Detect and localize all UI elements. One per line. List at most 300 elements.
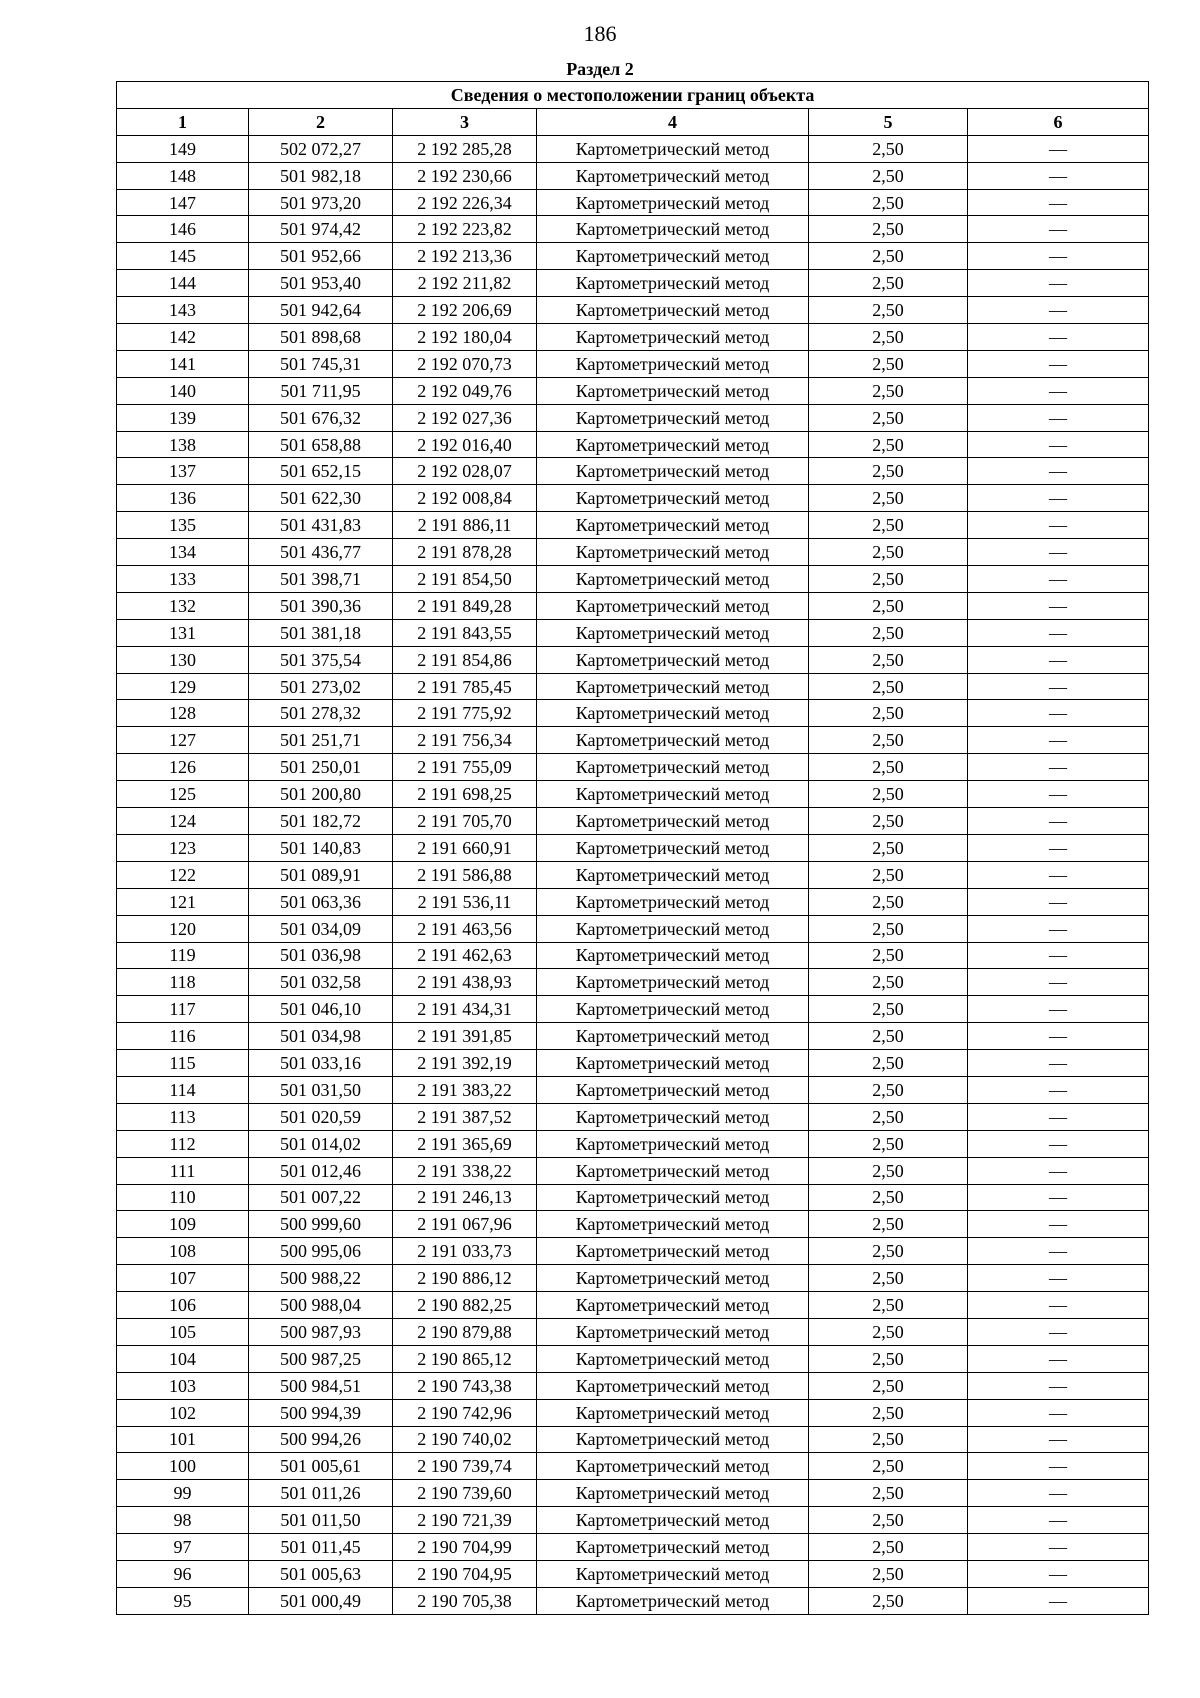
accuracy-cell: 2,50 <box>809 350 968 377</box>
table-row <box>117 458 1149 485</box>
y-coordinate-cell: 2 191 338,22 <box>393 1157 537 1184</box>
description-cell: — <box>968 1265 1149 1292</box>
point-number-cell: 139 <box>117 404 249 431</box>
y-coordinate-cell: 2 192 211,82 <box>393 270 537 297</box>
table-row <box>117 243 1149 270</box>
point-number-cell: 142 <box>117 324 249 351</box>
y-coordinate-cell: 2 191 854,50 <box>393 566 537 593</box>
table-row <box>117 1399 1149 1426</box>
table-row <box>117 1318 1149 1345</box>
y-coordinate-cell: 2 191 434,31 <box>393 996 537 1023</box>
table-row <box>117 969 1149 996</box>
method-cell: Картометрический метод <box>537 1480 809 1507</box>
method-cell: Картометрический метод <box>537 1130 809 1157</box>
column-header-5: 5 <box>809 108 968 135</box>
description-cell: — <box>968 727 1149 754</box>
method-cell: Картометрический метод <box>537 1426 809 1453</box>
description-cell: — <box>968 996 1149 1023</box>
point-number-cell: 129 <box>117 673 249 700</box>
point-number-cell: 97 <box>117 1534 249 1561</box>
point-number-cell: 116 <box>117 1023 249 1050</box>
accuracy-cell: 2,50 <box>809 1130 968 1157</box>
point-number-cell: 130 <box>117 646 249 673</box>
method-cell: Картометрический метод <box>537 1184 809 1211</box>
x-coordinate-cell: 500 999,60 <box>249 1211 393 1238</box>
description-cell: — <box>968 324 1149 351</box>
point-number-cell: 126 <box>117 754 249 781</box>
description-cell: — <box>968 270 1149 297</box>
description-cell: — <box>968 404 1149 431</box>
description-cell: — <box>968 1211 1149 1238</box>
method-cell: Картометрический метод <box>537 1265 809 1292</box>
x-coordinate-cell: 501 436,77 <box>249 539 393 566</box>
method-cell: Картометрический метод <box>537 512 809 539</box>
column-header-2: 2 <box>249 108 393 135</box>
table-row <box>117 1345 1149 1372</box>
method-cell: Картометрический метод <box>537 727 809 754</box>
x-coordinate-cell: 500 994,26 <box>249 1426 393 1453</box>
table-row <box>117 270 1149 297</box>
section-title: Раздел 2 <box>566 59 634 79</box>
point-number-cell: 123 <box>117 834 249 861</box>
accuracy-cell: 2,50 <box>809 1345 968 1372</box>
y-coordinate-cell: 2 190 740,02 <box>393 1426 537 1453</box>
point-number-cell: 143 <box>117 297 249 324</box>
y-coordinate-cell: 2 191 033,73 <box>393 1238 537 1265</box>
description-cell: — <box>968 592 1149 619</box>
x-coordinate-cell: 501 375,54 <box>249 646 393 673</box>
accuracy-cell: 2,50 <box>809 834 968 861</box>
accuracy-cell: 2,50 <box>809 888 968 915</box>
y-coordinate-cell: 2 190 743,38 <box>393 1372 537 1399</box>
table-row <box>117 1130 1149 1157</box>
method-cell: Картометрический метод <box>537 485 809 512</box>
method-cell: Картометрический метод <box>537 1399 809 1426</box>
method-cell: Картометрический метод <box>537 969 809 996</box>
method-cell: Картометрический метод <box>537 888 809 915</box>
x-coordinate-cell: 501 711,95 <box>249 377 393 404</box>
table-row <box>117 754 1149 781</box>
description-cell: — <box>968 1238 1149 1265</box>
accuracy-cell: 2,50 <box>809 1587 968 1614</box>
x-coordinate-cell: 501 020,59 <box>249 1103 393 1130</box>
x-coordinate-cell: 501 658,88 <box>249 431 393 458</box>
accuracy-cell: 2,50 <box>809 1292 968 1319</box>
description-cell: — <box>968 485 1149 512</box>
description-cell: — <box>968 646 1149 673</box>
description-cell: — <box>968 1184 1149 1211</box>
table-row <box>117 1372 1149 1399</box>
x-coordinate-cell: 501 012,46 <box>249 1157 393 1184</box>
accuracy-cell: 2,50 <box>809 1211 968 1238</box>
point-number-cell: 109 <box>117 1211 249 1238</box>
y-coordinate-cell: 2 191 462,63 <box>393 942 537 969</box>
table-row <box>117 485 1149 512</box>
table-caption: Сведения о местоположении границ объекта <box>117 82 1149 109</box>
method-cell: Картометрический метод <box>537 458 809 485</box>
method-cell: Картометрический метод <box>537 189 809 216</box>
y-coordinate-cell: 2 191 387,52 <box>393 1103 537 1130</box>
description-cell: — <box>968 297 1149 324</box>
method-cell: Картометрический метод <box>537 619 809 646</box>
table-row <box>117 861 1149 888</box>
method-cell: Картометрический метод <box>537 162 809 189</box>
table-row <box>117 727 1149 754</box>
point-number-cell: 133 <box>117 566 249 593</box>
description-cell: — <box>968 673 1149 700</box>
y-coordinate-cell: 2 192 180,04 <box>393 324 537 351</box>
accuracy-cell: 2,50 <box>809 162 968 189</box>
description-cell: — <box>968 619 1149 646</box>
table-row <box>117 592 1149 619</box>
accuracy-cell: 2,50 <box>809 969 968 996</box>
y-coordinate-cell: 2 192 230,66 <box>393 162 537 189</box>
table-row <box>117 1587 1149 1614</box>
accuracy-cell: 2,50 <box>809 1399 968 1426</box>
column-header-3: 3 <box>393 108 537 135</box>
description-cell: — <box>968 808 1149 835</box>
table-row <box>117 297 1149 324</box>
x-coordinate-cell: 500 988,22 <box>249 1265 393 1292</box>
y-coordinate-cell: 2 191 756,34 <box>393 727 537 754</box>
x-coordinate-cell: 501 200,80 <box>249 781 393 808</box>
method-cell: Картометрический метод <box>537 297 809 324</box>
description-cell: — <box>968 512 1149 539</box>
x-coordinate-cell: 501 745,31 <box>249 350 393 377</box>
y-coordinate-cell: 2 191 660,91 <box>393 834 537 861</box>
description-cell: — <box>968 861 1149 888</box>
x-coordinate-cell: 501 278,32 <box>249 700 393 727</box>
x-coordinate-cell: 501 974,42 <box>249 216 393 243</box>
table-row <box>117 996 1149 1023</box>
description-cell: — <box>968 458 1149 485</box>
x-coordinate-cell: 501 973,20 <box>249 189 393 216</box>
description-cell: — <box>968 915 1149 942</box>
method-cell: Картометрический метод <box>537 834 809 861</box>
y-coordinate-cell: 2 191 586,88 <box>393 861 537 888</box>
method-cell: Картометрический метод <box>537 1587 809 1614</box>
x-coordinate-cell: 500 995,06 <box>249 1238 393 1265</box>
y-coordinate-cell: 2 191 843,55 <box>393 619 537 646</box>
table-row <box>117 1211 1149 1238</box>
accuracy-cell: 2,50 <box>809 1103 968 1130</box>
x-coordinate-cell: 501 032,58 <box>249 969 393 996</box>
method-cell: Картометрический метод <box>537 996 809 1023</box>
table-row <box>117 1292 1149 1319</box>
x-coordinate-cell: 500 984,51 <box>249 1372 393 1399</box>
accuracy-cell: 2,50 <box>809 673 968 700</box>
point-number-cell: 96 <box>117 1560 249 1587</box>
x-coordinate-cell: 501 676,32 <box>249 404 393 431</box>
accuracy-cell: 2,50 <box>809 377 968 404</box>
point-number-cell: 131 <box>117 619 249 646</box>
method-cell: Картометрический метод <box>537 808 809 835</box>
accuracy-cell: 2,50 <box>809 1534 968 1561</box>
table-row <box>117 1103 1149 1130</box>
description-cell: — <box>968 754 1149 781</box>
y-coordinate-cell: 2 190 704,99 <box>393 1534 537 1561</box>
description-cell: — <box>968 1587 1149 1614</box>
method-cell: Картометрический метод <box>537 1292 809 1319</box>
y-coordinate-cell: 2 191 365,69 <box>393 1130 537 1157</box>
description-cell: — <box>968 1560 1149 1587</box>
table-row <box>117 781 1149 808</box>
point-number-cell: 102 <box>117 1399 249 1426</box>
y-coordinate-cell: 2 191 463,56 <box>393 915 537 942</box>
point-number-cell: 135 <box>117 512 249 539</box>
method-cell: Картометрический метод <box>537 1560 809 1587</box>
description-cell: — <box>968 1372 1149 1399</box>
y-coordinate-cell: 2 190 705,38 <box>393 1587 537 1614</box>
x-coordinate-cell: 501 953,40 <box>249 270 393 297</box>
y-coordinate-cell: 2 192 206,69 <box>393 297 537 324</box>
point-number-cell: 95 <box>117 1587 249 1614</box>
x-coordinate-cell: 501 031,50 <box>249 1076 393 1103</box>
point-number-cell: 104 <box>117 1345 249 1372</box>
point-number-cell: 144 <box>117 270 249 297</box>
description-cell: — <box>968 1318 1149 1345</box>
description-cell: — <box>968 216 1149 243</box>
y-coordinate-cell: 2 190 739,74 <box>393 1453 537 1480</box>
table-row <box>117 1076 1149 1103</box>
method-cell: Картометрический метод <box>537 1345 809 1372</box>
point-number-cell: 103 <box>117 1372 249 1399</box>
accuracy-cell: 2,50 <box>809 216 968 243</box>
column-header-6: 6 <box>968 108 1149 135</box>
accuracy-cell: 2,50 <box>809 1023 968 1050</box>
x-coordinate-cell: 501 011,50 <box>249 1507 393 1534</box>
method-cell: Картометрический метод <box>537 539 809 566</box>
x-coordinate-cell: 500 988,04 <box>249 1292 393 1319</box>
y-coordinate-cell: 2 192 285,28 <box>393 135 537 162</box>
method-cell: Картометрический метод <box>537 270 809 297</box>
x-coordinate-cell: 501 034,98 <box>249 1023 393 1050</box>
table-row <box>117 915 1149 942</box>
x-coordinate-cell: 501 652,15 <box>249 458 393 485</box>
table-row <box>117 566 1149 593</box>
table-row <box>117 1453 1149 1480</box>
method-cell: Картометрический метод <box>537 700 809 727</box>
method-cell: Картометрический метод <box>537 1534 809 1561</box>
accuracy-cell: 2,50 <box>809 1318 968 1345</box>
y-coordinate-cell: 2 191 849,28 <box>393 592 537 619</box>
table-row <box>117 216 1149 243</box>
point-number-cell: 136 <box>117 485 249 512</box>
method-cell: Картометрический метод <box>537 431 809 458</box>
point-number-cell: 148 <box>117 162 249 189</box>
y-coordinate-cell: 2 190 739,60 <box>393 1480 537 1507</box>
description-cell: — <box>968 189 1149 216</box>
point-number-cell: 145 <box>117 243 249 270</box>
description-cell: — <box>968 1050 1149 1077</box>
accuracy-cell: 2,50 <box>809 485 968 512</box>
y-coordinate-cell: 2 190 879,88 <box>393 1318 537 1345</box>
table-row <box>117 1023 1149 1050</box>
accuracy-cell: 2,50 <box>809 1050 968 1077</box>
column-header-4: 4 <box>537 108 809 135</box>
description-cell: — <box>968 566 1149 593</box>
accuracy-cell: 2,50 <box>809 189 968 216</box>
accuracy-cell: 2,50 <box>809 1157 968 1184</box>
method-cell: Картометрический метод <box>537 350 809 377</box>
y-coordinate-cell: 2 192 070,73 <box>393 350 537 377</box>
x-coordinate-cell: 501 046,10 <box>249 996 393 1023</box>
table-row <box>117 377 1149 404</box>
x-coordinate-cell: 501 952,66 <box>249 243 393 270</box>
table-row <box>117 404 1149 431</box>
description-cell: — <box>968 1399 1149 1426</box>
x-coordinate-cell: 501 140,83 <box>249 834 393 861</box>
point-number-cell: 120 <box>117 915 249 942</box>
method-cell: Картометрический метод <box>537 1507 809 1534</box>
method-cell: Картометрический метод <box>537 781 809 808</box>
description-cell: — <box>968 1426 1149 1453</box>
y-coordinate-cell: 2 191 755,09 <box>393 754 537 781</box>
accuracy-cell: 2,50 <box>809 404 968 431</box>
accuracy-cell: 2,50 <box>809 1560 968 1587</box>
method-cell: Картометрический метод <box>537 1238 809 1265</box>
y-coordinate-cell: 2 191 536,11 <box>393 888 537 915</box>
accuracy-cell: 2,50 <box>809 1426 968 1453</box>
y-coordinate-cell: 2 191 438,93 <box>393 969 537 996</box>
accuracy-cell: 2,50 <box>809 619 968 646</box>
y-coordinate-cell: 2 191 246,13 <box>393 1184 537 1211</box>
accuracy-cell: 2,50 <box>809 297 968 324</box>
description-cell: — <box>968 135 1149 162</box>
method-cell: Картометрический метод <box>537 1076 809 1103</box>
table-row <box>117 189 1149 216</box>
table-row <box>117 431 1149 458</box>
table-row <box>117 1050 1149 1077</box>
x-coordinate-cell: 501 431,83 <box>249 512 393 539</box>
x-coordinate-cell: 500 987,93 <box>249 1318 393 1345</box>
x-coordinate-cell: 501 000,49 <box>249 1587 393 1614</box>
table-row <box>117 808 1149 835</box>
point-number-cell: 108 <box>117 1238 249 1265</box>
y-coordinate-cell: 2 192 049,76 <box>393 377 537 404</box>
table-row <box>117 1507 1149 1534</box>
accuracy-cell: 2,50 <box>809 808 968 835</box>
method-cell: Картометрический метод <box>537 566 809 593</box>
table-row <box>117 1560 1149 1587</box>
y-coordinate-cell: 2 191 698,25 <box>393 781 537 808</box>
method-cell: Картометрический метод <box>537 324 809 351</box>
method-cell: Картометрический метод <box>537 1023 809 1050</box>
description-cell: — <box>968 942 1149 969</box>
y-coordinate-cell: 2 190 882,25 <box>393 1292 537 1319</box>
y-coordinate-cell: 2 190 886,12 <box>393 1265 537 1292</box>
method-cell: Картометрический метод <box>537 135 809 162</box>
accuracy-cell: 2,50 <box>809 1507 968 1534</box>
method-cell: Картометрический метод <box>537 861 809 888</box>
accuracy-cell: 2,50 <box>809 942 968 969</box>
point-number-cell: 134 <box>117 539 249 566</box>
description-cell: — <box>968 1023 1149 1050</box>
point-number-cell: 112 <box>117 1130 249 1157</box>
accuracy-cell: 2,50 <box>809 915 968 942</box>
point-number-cell: 118 <box>117 969 249 996</box>
y-coordinate-cell: 2 191 392,19 <box>393 1050 537 1077</box>
y-coordinate-cell: 2 191 785,45 <box>393 673 537 700</box>
table-row <box>117 619 1149 646</box>
y-coordinate-cell: 2 191 391,85 <box>393 1023 537 1050</box>
x-coordinate-cell: 501 622,30 <box>249 485 393 512</box>
accuracy-cell: 2,50 <box>809 270 968 297</box>
method-cell: Картометрический метод <box>537 1211 809 1238</box>
description-cell: — <box>968 1453 1149 1480</box>
table-row <box>117 350 1149 377</box>
description-cell: — <box>968 1480 1149 1507</box>
method-cell: Картометрический метод <box>537 404 809 431</box>
point-number-cell: 105 <box>117 1318 249 1345</box>
point-number-cell: 127 <box>117 727 249 754</box>
accuracy-cell: 2,50 <box>809 566 968 593</box>
page-number: 186 <box>583 21 617 46</box>
point-number-cell: 132 <box>117 592 249 619</box>
x-coordinate-cell: 500 987,25 <box>249 1345 393 1372</box>
y-coordinate-cell: 2 191 886,11 <box>393 512 537 539</box>
x-coordinate-cell: 500 994,39 <box>249 1399 393 1426</box>
accuracy-cell: 2,50 <box>809 646 968 673</box>
description-cell: — <box>968 539 1149 566</box>
accuracy-cell: 2,50 <box>809 727 968 754</box>
point-number-cell: 137 <box>117 458 249 485</box>
x-coordinate-cell: 501 011,26 <box>249 1480 393 1507</box>
table-row <box>117 646 1149 673</box>
point-number-cell: 128 <box>117 700 249 727</box>
accuracy-cell: 2,50 <box>809 700 968 727</box>
y-coordinate-cell: 2 190 865,12 <box>393 1345 537 1372</box>
description-cell: — <box>968 1292 1149 1319</box>
point-number-cell: 101 <box>117 1426 249 1453</box>
x-coordinate-cell: 502 072,27 <box>249 135 393 162</box>
x-coordinate-cell: 501 063,36 <box>249 888 393 915</box>
point-number-cell: 106 <box>117 1292 249 1319</box>
description-cell: — <box>968 781 1149 808</box>
accuracy-cell: 2,50 <box>809 1480 968 1507</box>
description-cell: — <box>968 431 1149 458</box>
accuracy-cell: 2,50 <box>809 861 968 888</box>
table-row <box>117 162 1149 189</box>
table-row <box>117 1480 1149 1507</box>
point-number-cell: 140 <box>117 377 249 404</box>
point-number-cell: 125 <box>117 781 249 808</box>
accuracy-cell: 2,50 <box>809 1372 968 1399</box>
description-cell: — <box>968 834 1149 861</box>
method-cell: Картометрический метод <box>537 1157 809 1184</box>
description-cell: — <box>968 1076 1149 1103</box>
point-number-cell: 117 <box>117 996 249 1023</box>
table-row <box>117 942 1149 969</box>
table-row <box>117 324 1149 351</box>
accuracy-cell: 2,50 <box>809 996 968 1023</box>
method-cell: Картометрический метод <box>537 1103 809 1130</box>
point-number-cell: 121 <box>117 888 249 915</box>
x-coordinate-cell: 501 390,36 <box>249 592 393 619</box>
accuracy-cell: 2,50 <box>809 458 968 485</box>
x-coordinate-cell: 501 034,09 <box>249 915 393 942</box>
table-row <box>117 834 1149 861</box>
point-number-cell: 124 <box>117 808 249 835</box>
table-row <box>117 1534 1149 1561</box>
x-coordinate-cell: 501 036,98 <box>249 942 393 969</box>
table-row <box>117 1157 1149 1184</box>
table-row <box>117 1184 1149 1211</box>
accuracy-cell: 2,50 <box>809 592 968 619</box>
accuracy-cell: 2,50 <box>809 135 968 162</box>
point-number-cell: 99 <box>117 1480 249 1507</box>
accuracy-cell: 2,50 <box>809 431 968 458</box>
